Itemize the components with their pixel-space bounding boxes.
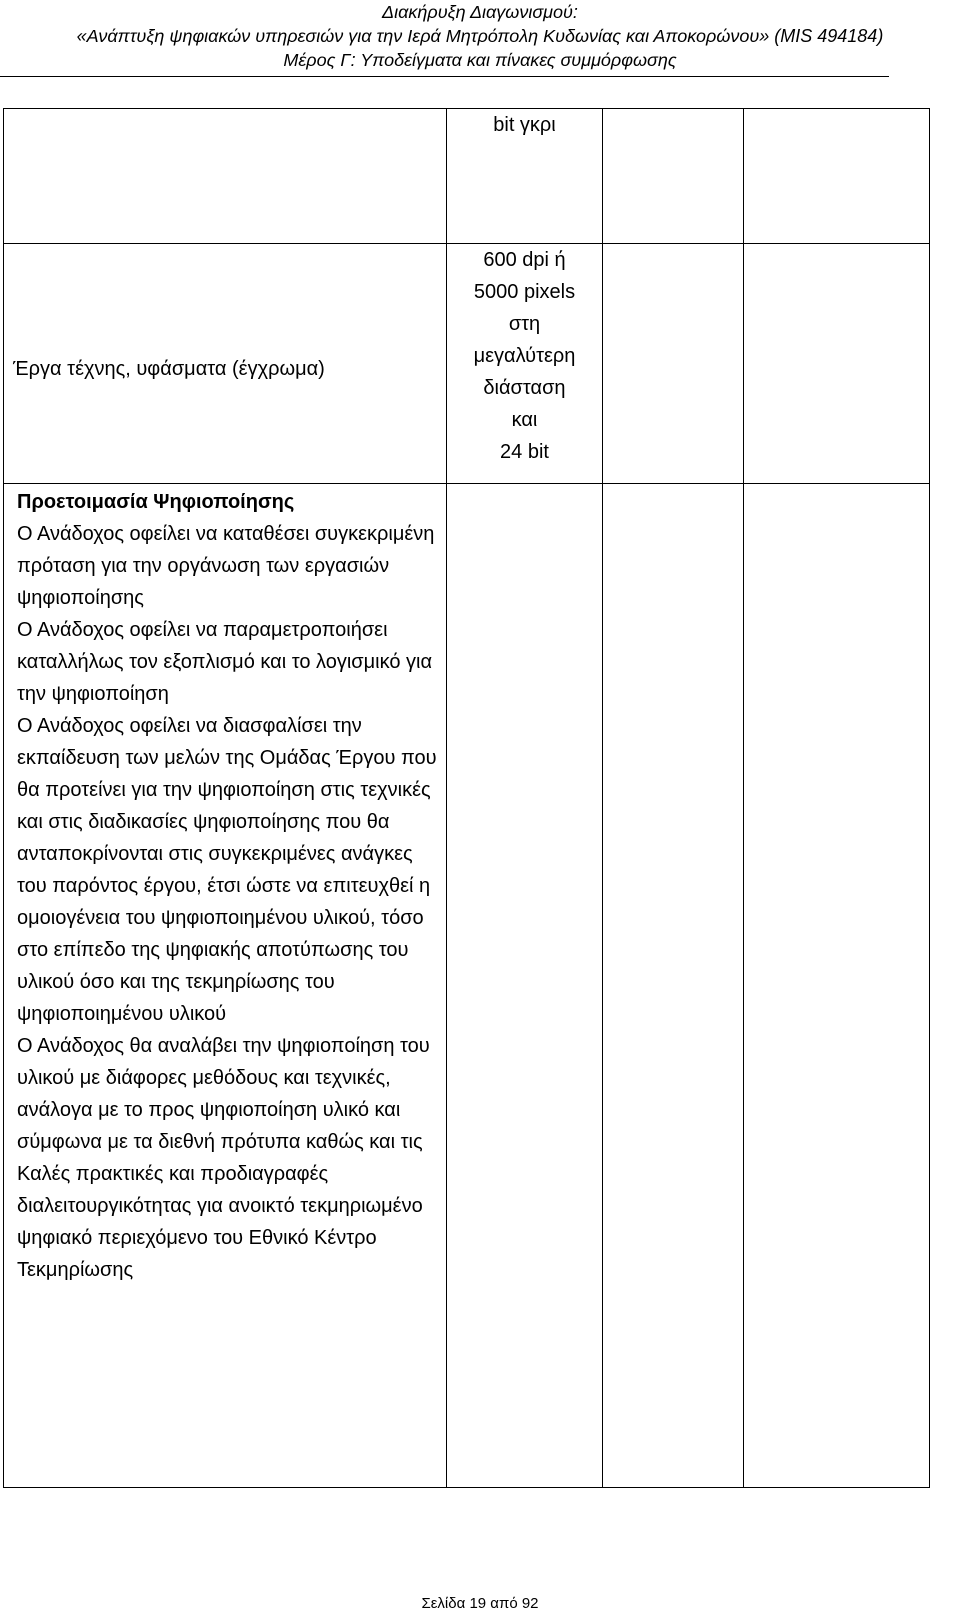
header-section: Μέρος Γ: Υποδείγματα και πίνακες συμμόρφωσης [283,50,677,70]
compliance-table [3,108,930,1488]
spec-line: και [511,409,538,431]
table-cell-reference [744,109,930,244]
spec-line: διάσταση [483,377,566,399]
table-row [4,109,930,244]
table-cell-reference [744,484,930,1488]
spec-line: 5000 pixels [473,281,576,303]
table-cell-reference [744,244,930,484]
page-number: Σελίδα 19 από 92 [421,1595,539,1612]
spec-line: 24 bit [500,441,549,463]
header-divider [0,76,889,77]
requirement-paragraph: Ο Ανάδοχος οφείλει να διασφαλίσει την εκπαίδευση των μελών της Ομάδας Έργου που θα προτείνει για την ψηφιοποίηση στις τεχνικές και στις διαδικασίες ψηφιοποίησης που θα ανταποκρίνονται στις συγκεκριμένες ανάγκες του παρόντος έργου, έτσι ώστε να επιτευχθεί η ομοιογένεια του ψηφιοποιημένου υλικού, τόσο στο επίπεδο της ψηφιακής αποτύπωσης του υλικού όσο και της τεκμηρίωσης του ψηφιοποιημένου υλικού [17,715,437,1025]
table-cell-description [4,109,447,244]
requirement-paragraph: Ο Ανάδοχος οφείλει να καταθέσει συγκεκριμένη πρόταση για την οργάνωση των εργασιών ψηφιοποίησης [17,523,435,609]
spec-line: 600 dpi ή [483,249,566,271]
table-cell-specification [447,484,603,1488]
requirement-paragraph: Ο Ανάδοχος οφείλει να παραμετροποιήσει καταλλήλως τον εξοπλισμό και το λογισμικό για την ψηφιοποίηση [17,619,433,705]
table-cell-compliance [603,244,744,484]
requirement-paragraph: Ο Ανάδοχος θα αναλάβει την ψηφιοποίηση του υλικού με διάφορες μεθόδους και τεχνικές, ανάλογα με το προς ψηφιοποίηση υλικό και σύμφωνα με τα διεθνή πρότυπα καθώς και τις Καλές πρακτικές και προδιαγραφές διαλειτουργικότητας για ανοικτό τεκμηριωμένο ψηφιακό περιεχόμενο του Εθνικό Κέντρο Τεκμηρίωσης [17,1035,430,1281]
header-title: Διακήρυξη Διαγωνισμού: [382,2,578,22]
header-project-name: «Ανάπτυξη ψηφιακών υπηρεσιών για την Ιερά Μητρόπολη Κυδωνίας και Αποκορώνου» (MIS 494184) [76,26,884,46]
table-cell-specification [447,244,603,484]
table-cell-compliance [603,109,744,244]
table-cell-description: Έργα τέχνης, υφάσματα (έγχρωμα) [4,244,447,484]
table-row [4,244,930,484]
section-heading: Προετοιμασία Ψηφιοποίησης [17,491,295,513]
spec-line: μεγαλύτερη [473,345,576,367]
table-cell-compliance [603,484,744,1488]
table-cell-specification: bit γκρι [447,109,603,244]
table-row [4,484,930,1488]
page-header [0,0,960,72]
table-cell-description [4,484,447,1488]
spec-line: στη [508,313,541,335]
